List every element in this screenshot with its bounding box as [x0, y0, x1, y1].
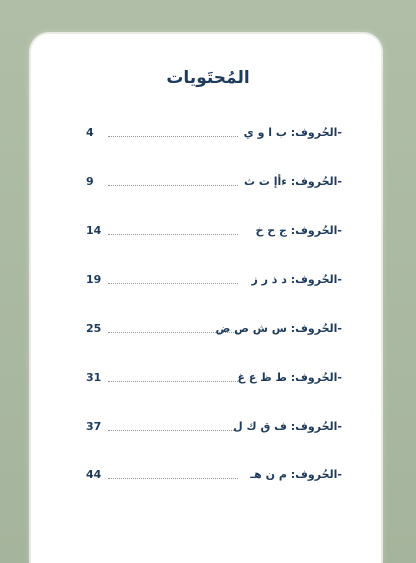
toc-entry-label	[250, 465, 342, 485]
toc-entry-letters: م ن هـ	[250, 468, 287, 481]
toc-entry-letters: ءأإ ت ث	[243, 175, 287, 188]
toc-entry-letters: ط ظ ع غ	[237, 371, 287, 384]
toc-page-number: 9	[86, 175, 94, 188]
toc-entry-prefix: -الحُروف:	[290, 420, 342, 433]
toc-row[interactable]	[86, 221, 342, 241]
toc-dot-leader	[108, 478, 238, 479]
toc-page-number: 4	[86, 126, 94, 139]
toc-dot-leader	[108, 136, 238, 137]
toc-page-number: 14	[86, 224, 102, 237]
toc-row[interactable]	[86, 270, 342, 290]
toc-entry-prefix: -الحُروف:	[290, 371, 342, 384]
toc-row[interactable]	[86, 417, 342, 437]
toc-page-number: 37	[86, 420, 102, 433]
toc-entry-letters: ف ق ك ل	[233, 420, 287, 433]
toc-row[interactable]	[86, 123, 342, 143]
toc-entry-label	[251, 270, 342, 290]
toc-dot-leader	[108, 430, 238, 431]
toc-row[interactable]	[86, 172, 342, 192]
toc-entry-label	[255, 221, 342, 241]
toc-row[interactable]	[86, 319, 342, 339]
toc-entry-label	[244, 123, 342, 143]
toc-entry-label	[238, 368, 342, 388]
toc-row[interactable]	[86, 368, 342, 388]
toc-entry-label	[215, 319, 342, 339]
toc-entry-label	[233, 417, 342, 437]
toc-entry-prefix: -الحُروف:	[290, 126, 342, 139]
toc-entry-prefix: -الحُروف:	[290, 175, 342, 188]
toc-dot-leader	[108, 283, 238, 284]
toc-page-number: 31	[86, 371, 102, 384]
toc-page-number: 44	[86, 468, 102, 481]
page-title: المُحتَويات	[166, 68, 250, 88]
toc-entry-prefix: -الحُروف:	[290, 322, 342, 335]
toc-entry-letters: ج ح خ	[255, 224, 287, 237]
toc-entry-prefix: -الحُروف:	[290, 224, 342, 237]
toc-entry-letters: د ذ ر ز	[251, 273, 287, 286]
toc-page-number: 19	[86, 273, 102, 286]
toc-entry-prefix: -الحُروف:	[290, 273, 342, 286]
toc-row[interactable]	[86, 465, 342, 485]
toc-dot-leader	[108, 185, 238, 186]
toc-entry-label	[244, 172, 342, 192]
toc-dot-leader	[108, 381, 238, 382]
toc-entry-letters: ب ا و ي	[243, 126, 287, 139]
toc-page-number: 25	[86, 322, 102, 335]
toc-entry-prefix: -الحُروف:	[290, 468, 342, 481]
toc-entry-letters: س ش ص ض	[215, 322, 287, 335]
toc-dot-leader	[108, 234, 238, 235]
